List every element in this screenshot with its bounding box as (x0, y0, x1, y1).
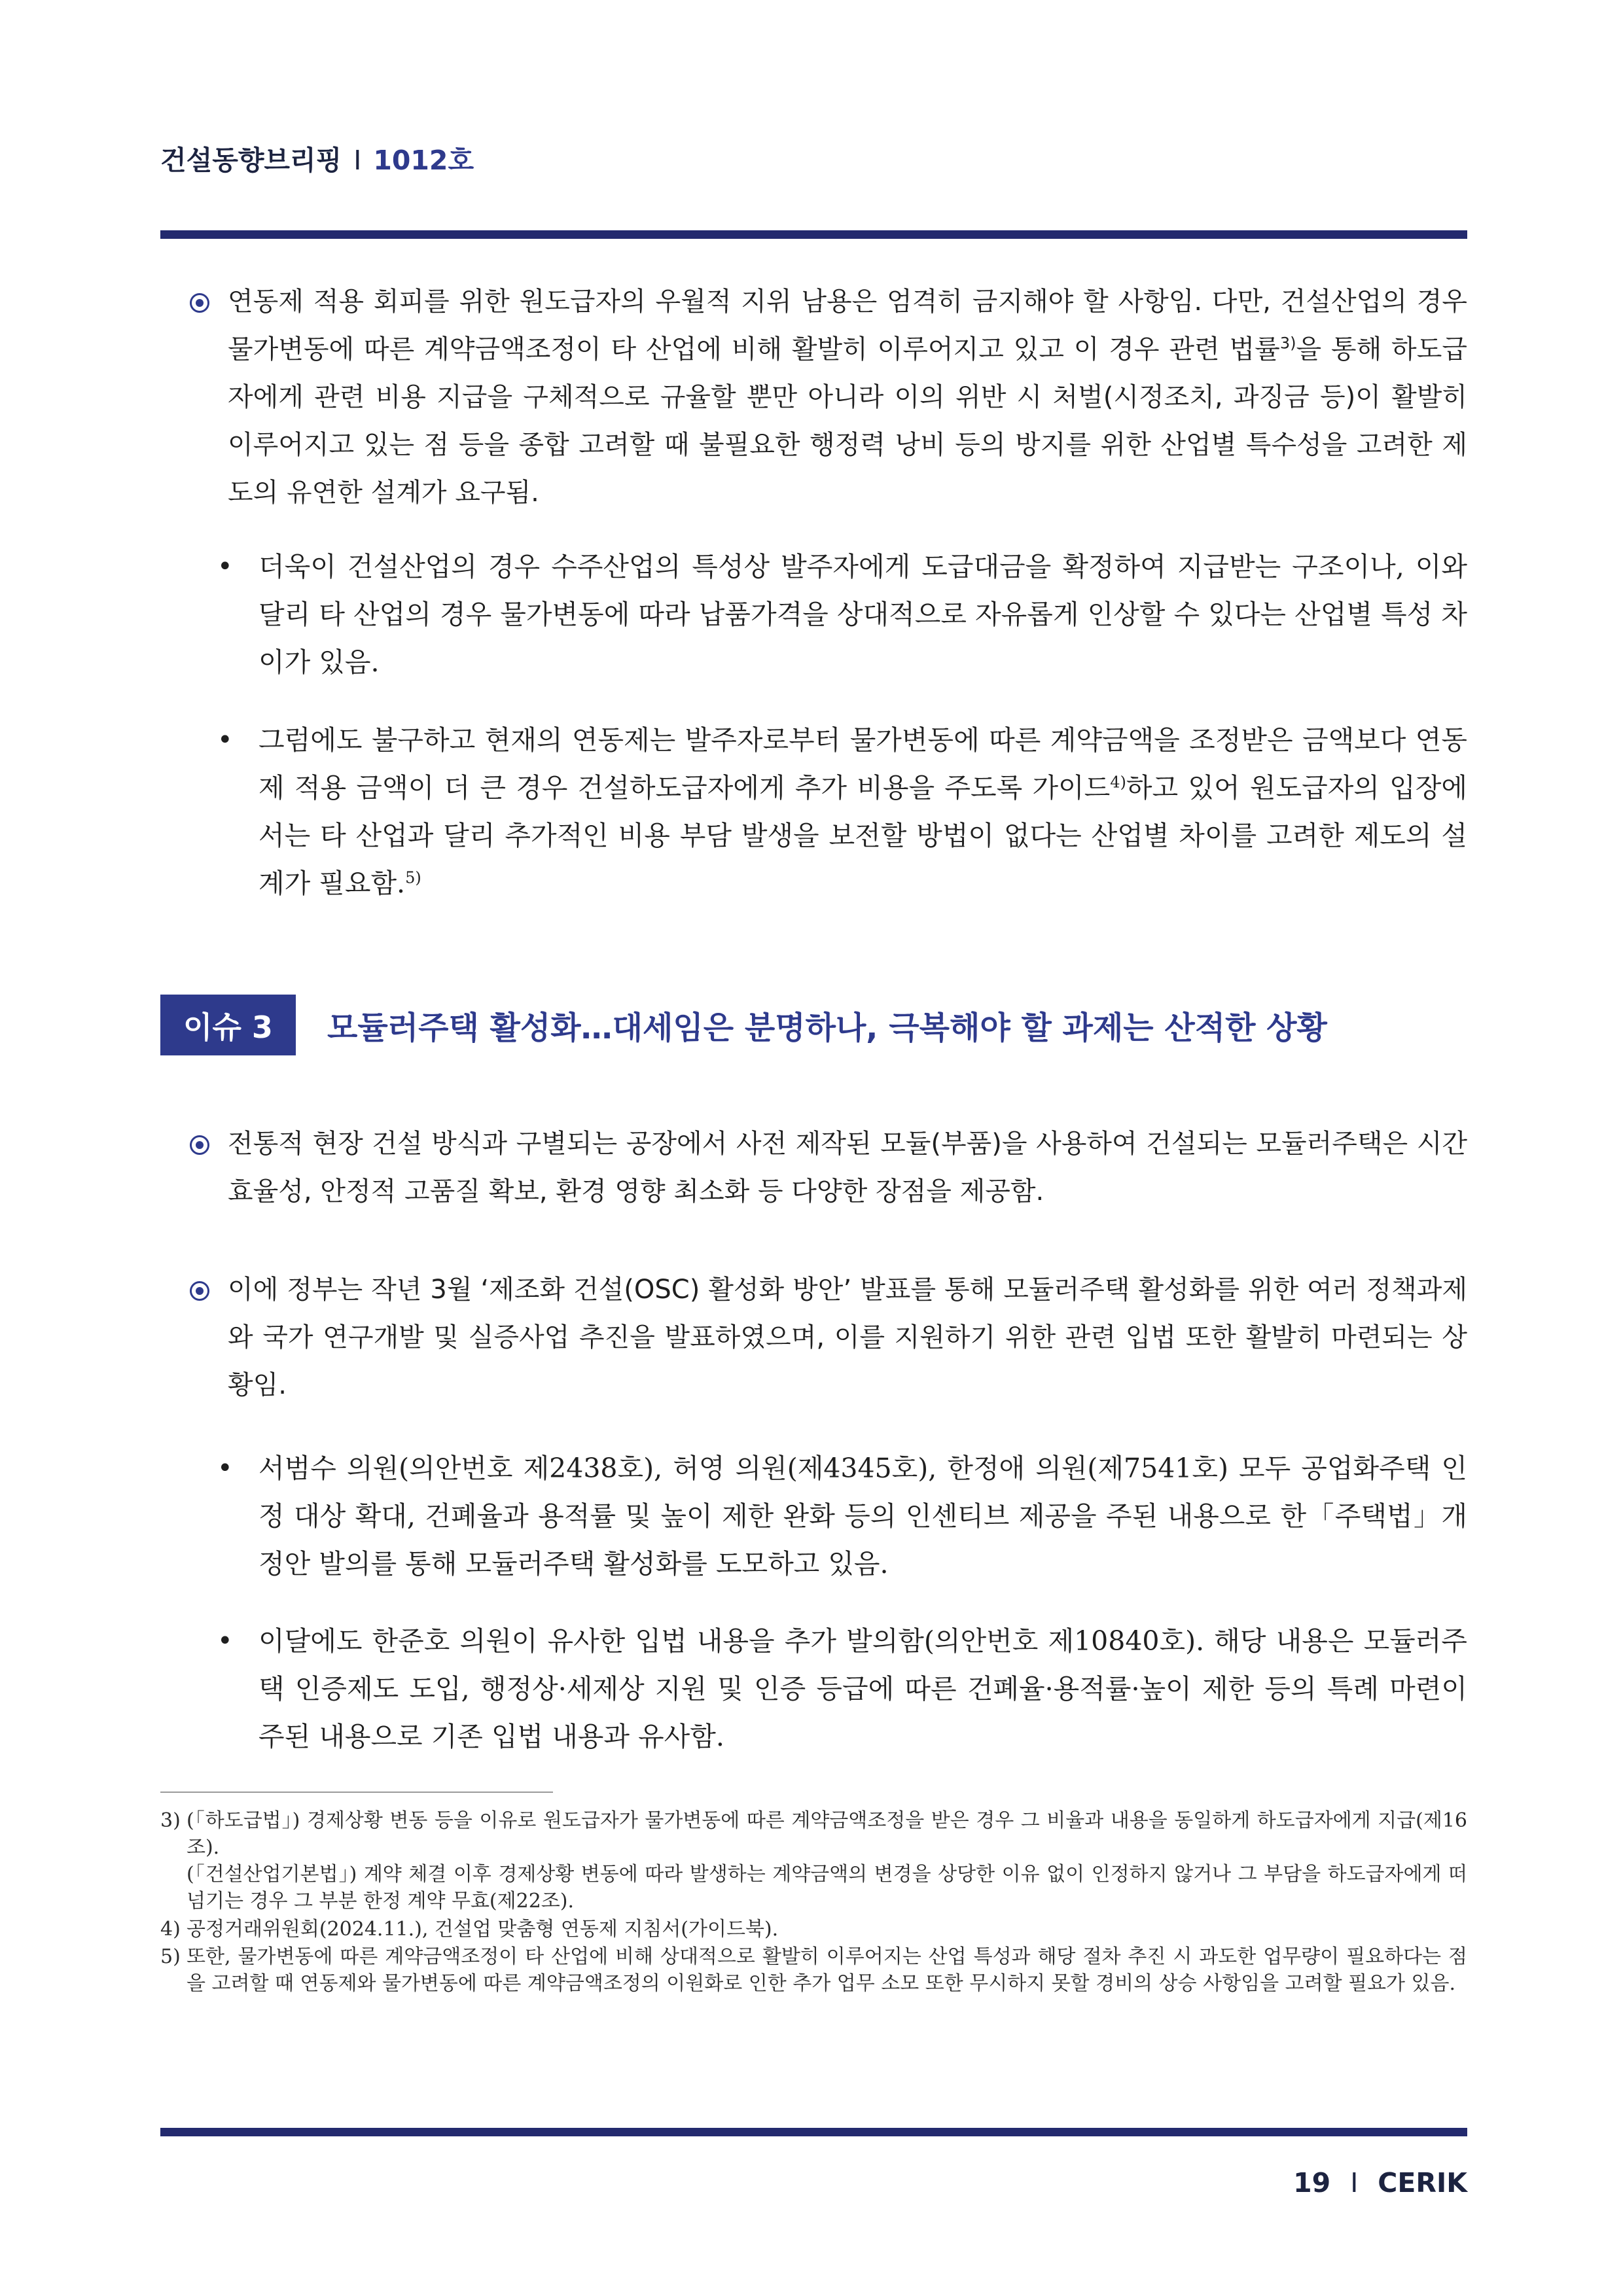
body-paragraph-3: 그럼에도 불구하고 현재의 연동제는 발주자로부터 물가변동에 따른 계약금액을 조정받은 금액보다 연동제 적용 금액이 더 큰 경우 건설하도급자에게 추가 비용을 주도록 가이드$^{4)}$하고 있어 원도급자의 입장에서는 타 산업과 달리 추가적인 비용 부담 발생을 보전할 방법이 없다는 산업별 차이를 고려한 제도의 설계가 필요함.$^{5)}$ (259, 724, 1468, 899)
header-rule (160, 230, 1467, 239)
dot-bullet-icon: • (217, 1453, 233, 1483)
footer-rule (160, 2128, 1467, 2136)
header-separator: I (353, 145, 362, 176)
issue-number: 1012호 (373, 145, 474, 176)
circle-bullet-icon (190, 1281, 209, 1301)
footnote-4 (160, 1916, 1467, 1943)
running-footer (1293, 2167, 1467, 2199)
footnote-text: 공정거래위원회(2024.11.), 건설업 맞춤형 연동제 지침서(가이드북). (187, 1918, 779, 1941)
body-paragraph-6: 서범수 의원(의안번호 제2438호), 허영 의원(제4345호), 한정애 의원(제7541호) 모두 공업화주택 인정 대상 확대, 건폐율과 용적률 및 높이 제한 완화 등의 인센티브 제공을 주된 내용으로 한「주택법」개정안 발의를 통해 모듈러주택 활성화를 도모하고 있음. (259, 1453, 1467, 1580)
dot-bullet-icon: • (217, 552, 233, 582)
footnote-number: 4) (160, 1918, 181, 1941)
footnote-separator (160, 1792, 553, 1793)
footnote-text: (「건설산업기본법」) 계약 체결 이후 경제상황 변동에 따라 발생하는 계약금액의 변경을 상당한 이유 없이 인정하지 않거나 그 부담을 하도급자에게 떠넘기는 경우 그 부분 한정 계약 무효(제22조). (187, 1863, 1467, 1913)
body-paragraph-2: 더욱이 건설산업의 경우 수주산업의 특성상 발주자에게 도급대금을 확정하여 지급받는 구조이나, 이와 달리 타 산업의 경우 물가변동에 따라 납품가격을 상대적으로 자유롭게 인상할 수 있다는 산업별 특성 차이가 있음. (259, 551, 1467, 678)
footnote-ref-3[interactable]: 3) (1279, 334, 1296, 353)
circle-bullet-icon (190, 293, 209, 313)
body-paragraph-1: 연동제 적용 회피를 위한 원도급자의 우월적 지위 남용은 엄격히 금지해야 할 사항임. 다만, 건설산업의 경우 물가변동에 따른 계약금액조정이 타 산업에 비해 활발히 이루어지고 있고 이 경우 관련 법률$^{3)}$을 통해 하도급자에게 관련 비용 지급을 구체적으로 규율할 뿐만 아니라 이의 위반 시 처벌(시정조치, 과징금 등)이 활발히 이루어지고 있는 점 등을 종합 고려할 때 불필요한 행정력 낭비 등의 방지를 위한 산업별 특수성을 고려한 제도의 유연한 설계가 요구됨. (228, 287, 1468, 508)
page-number: 19 (1293, 2167, 1331, 2199)
organization-name: CERIK (1378, 2167, 1467, 2199)
issue-heading: 모듈러주택 활성화…대세임은 분명하나, 극복해야 할 과제는 산적한 상황 (327, 1010, 1327, 1046)
body-paragraph-5: 이에 정부는 작년 3월 ‘제조화 건설(OSC) 활성화 방안’ 발표를 통해 모듈러주택 활성화를 위한 여러 정책과제와 국가 연구개발 및 실증사업 추진을 발표하였으며, 이를 지원하기 위한 관련 입법 또한 활발히 마련되는 상황임. (228, 1275, 1467, 1400)
footnote-ref-5[interactable]: 5) (405, 868, 421, 887)
footnote-3 (160, 1807, 1467, 1915)
footer-separator: I (1350, 2167, 1359, 2199)
footnote-text: (「하도급법」) 경제상황 변동 등을 이유로 원도급자가 물가변동에 따른 계약금액조정을 받은 경우 그 비율과 내용을 동일하게 하도급자에게 지급(제16조). (187, 1809, 1467, 1859)
footnote-ref-4[interactable]: 4) (1110, 773, 1126, 792)
running-header (160, 139, 474, 177)
footnote-number: 5) (160, 1945, 181, 1968)
body-paragraph-4: 전통적 현장 건설 방식과 구별되는 공장에서 사전 제작된 모듈(부품)을 사용하여 건설되는 모듈러주택은 시간 효율성, 안정적 고품질 확보, 환경 영향 최소화 등 다양한 장점을 제공함. (228, 1129, 1467, 1207)
publication-title: 건설동향브리핑 (160, 145, 342, 176)
footnote-number: 3) (160, 1809, 181, 1832)
footnote-5 (160, 1943, 1467, 1997)
dot-bullet-icon: • (217, 725, 233, 755)
body-paragraph-7: 이달에도 한준호 의원이 유사한 입법 내용을 추가 발의함(의안번호 제10840호). 해당 내용은 모듈러주택 인증제도 도입, 행정상·세제상 지원 및 인증 등급에 따른 건폐율·용적률·높이 제한 등의 특례 마련이 주된 내용으로 기존 입법 내용과 유사함. (259, 1625, 1467, 1752)
footnote-text: 또한, 물가변동에 따른 계약금액조정이 타 산업에 비해 상대적으로 활발히 이루어지는 산업 특성과 해당 절차 추진 시 과도한 업무량이 필요하다는 점을 고려할 때 연동제와 물가변동에 따른 계약금액조정의 이원화로 인한 추가 업무 소모 또한 무시하지 못할 경비의 상승 사항임을 고려할 필요가 있음. (187, 1945, 1467, 1995)
issue-label-badge: 이슈 3 (160, 995, 296, 1055)
circle-bullet-icon (190, 1135, 209, 1155)
dot-bullet-icon: • (217, 1626, 233, 1656)
